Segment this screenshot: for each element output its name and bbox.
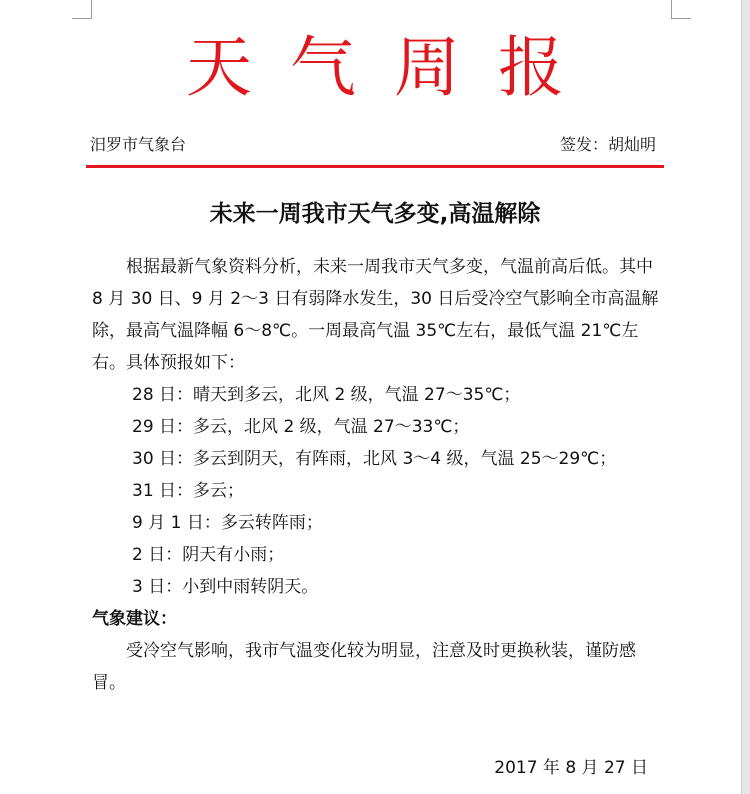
issuing-organization: 汨罗市气象台: [90, 135, 187, 154]
page-corner-mark-top-right-horizontal: [671, 18, 691, 19]
issue-date: 2017 年 8 月 27 日: [494, 758, 648, 778]
intro-paragraph: 根据最新气象资料分析，未来一周我市天气多变，气温前高后低。其中 8 月 30 日、9 月 2～3 日有弱降水发生，30 日后受冷空气影响全市高温解除，最高气温降幅 6～8℃。一周最高气温 35℃左右，最低气温 21℃左右。具体预报如下：: [92, 257, 659, 373]
header-divider: [86, 165, 664, 168]
forecast-line: 31 日：多云；: [132, 481, 245, 501]
advice-paragraph: 受冷空气影响，我市气温变化较为明显，注意及时更换秋装，谨防感冒。: [92, 641, 636, 693]
page-corner-mark-top-left-horizontal: [72, 18, 92, 19]
advice-heading: 气象建议：: [92, 609, 177, 629]
window-scroll-edge: [741, 0, 750, 794]
forecast-line: 29 日：多云，北风 2 级，气温 27～33℃；: [132, 417, 470, 437]
report-title: 天气周报: [186, 29, 602, 106]
forecast-line: 28 日：晴天到多云，北风 2 级，气温 27～35℃；: [132, 385, 521, 405]
forecast-line: 3 日：小到中雨转阴天。: [132, 577, 319, 597]
forecast-line: 2 日：阴天有小雨；: [132, 545, 285, 565]
article-headline: 未来一周我市天气多变,高温解除: [209, 201, 541, 227]
report-header: [90, 133, 656, 157]
forecast-line: 30 日：多云到阴天，有阵雨，北风 3～4 级，气温 25～29℃；: [132, 449, 617, 469]
forecast-line: 9 月 1 日：多云转阵雨；: [132, 513, 323, 533]
page-corner-mark-top-right: [671, 0, 672, 18]
signer: 签发：胡灿明: [559, 135, 656, 154]
article-body: [92, 251, 664, 699]
page-corner-mark-top-left: [91, 0, 92, 18]
